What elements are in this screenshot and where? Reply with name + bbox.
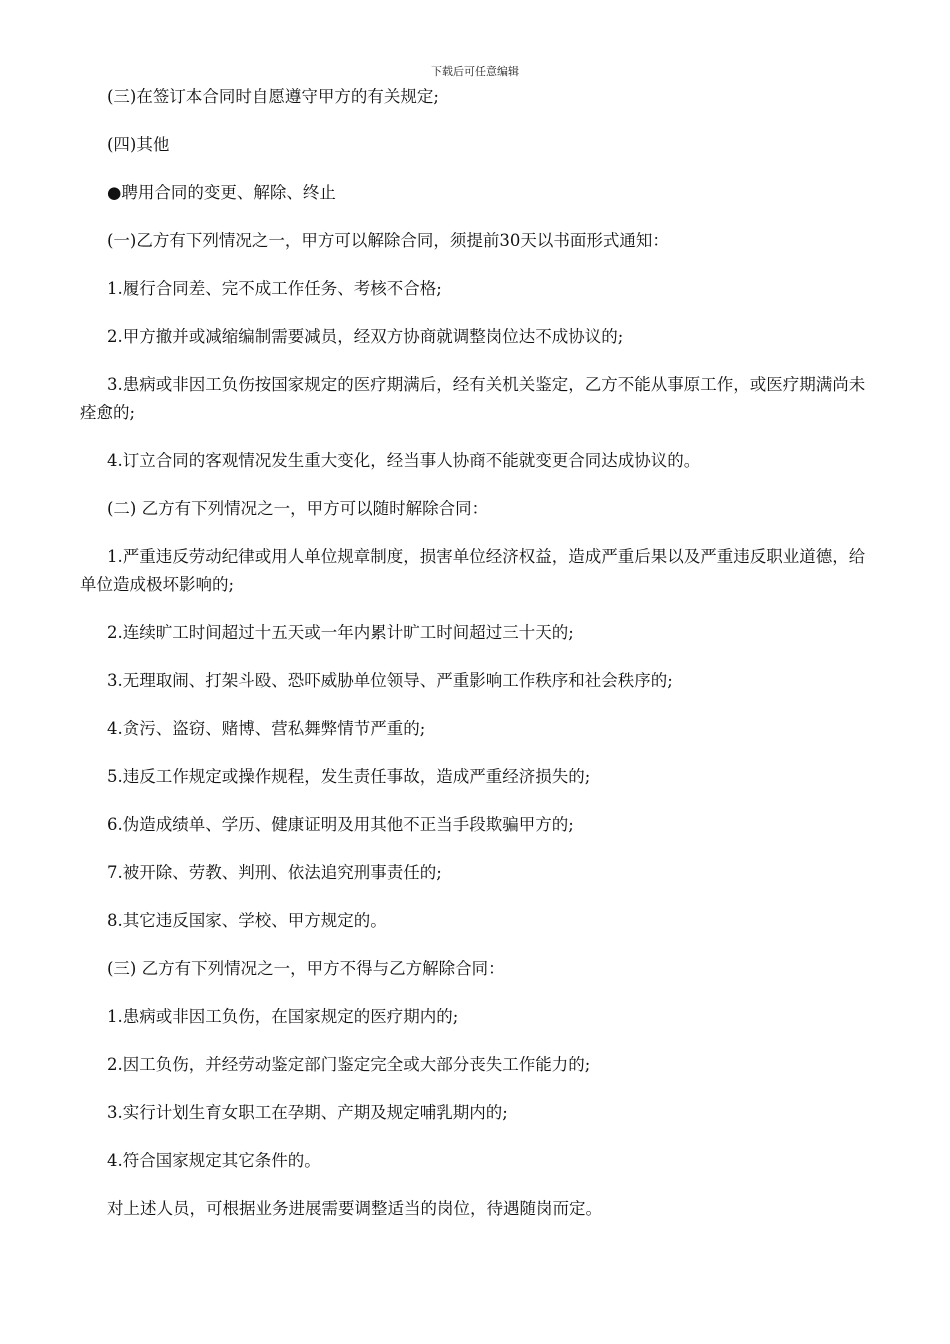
subsection-1-heading: (一)乙方有下列情况之一，甲方可以解除合同，须提前30天以书面形式通知：	[107, 231, 669, 250]
page-header-note: 下载后可任意编辑	[431, 65, 519, 78]
clause-3-observe-rules: (三)在签订本合同时自愿遵守甲方的有关规定;	[107, 87, 439, 106]
subsection-3-item-4: 4.符合国家规定其它条件的。	[107, 1151, 321, 1170]
document-body	[80, 83, 880, 1243]
clause-4-other: (四)其他	[107, 135, 170, 154]
subsection-2-item-8: 8.其它违反国家、学校、甲方规定的。	[107, 911, 387, 930]
closing-note: 对上述人员，可根据业务进展需要调整适当的岗位，待遇随岗而定。	[107, 1199, 602, 1218]
subsection-2-item-4: 4.贪污、盗窃、赌博、营私舞弊情节严重的;	[107, 719, 426, 738]
subsection-2-item-3: 3.无理取闹、打架斗殴、恐吓威胁单位领导、严重影响工作秩序和社会秩序的;	[107, 671, 673, 690]
subsection-3-heading: (三) 乙方有下列情况之一，甲方不得与乙方解除合同：	[107, 959, 505, 978]
subsection-2-item-7: 7.被开除、劳教、判刑、依法追究刑事责任的;	[107, 863, 442, 882]
subsection-2-item-2: 2.连续旷工时间超过十五天或一年内累计旷工时间超过三十天的;	[107, 623, 574, 642]
subsection-2-heading: (二) 乙方有下列情况之一，甲方可以随时解除合同：	[107, 499, 489, 518]
subsection-1-item-1: 1.履行合同差、完不成工作任务、考核不合格;	[107, 279, 442, 298]
section-heading-change-termination: ●聘用合同的变更、解除、终止	[107, 183, 336, 202]
subsection-3-item-3: 3.实行计划生育女职工在孕期、产期及规定哺乳期内的;	[107, 1103, 508, 1122]
subsection-2-item-1: 1.严重违反劳动纪律或用人单位规章制度，损害单位经济权益，造成严重后果以及严重违反职业道德，给单位造成极坏影响的;	[80, 547, 866, 594]
subsection-2-item-6: 6.伪造成绩单、学历、健康证明及用其他不正当手段欺骗甲方的;	[107, 815, 574, 834]
subsection-3-item-2: 2.因工负伤，并经劳动鉴定部门鉴定完全或大部分丧失工作能力的;	[107, 1055, 591, 1074]
subsection-1-item-3: 3.患病或非因工负伤按国家规定的医疗期满后，经有关机关鉴定，乙方不能从事原工作，或医疗期满尚未痊愈的;	[80, 375, 866, 422]
subsection-1-item-4: 4.订立合同的客观情况发生重大变化，经当事人协商不能就变更合同达成协议的。	[107, 451, 701, 470]
subsection-1-item-2: 2.甲方撤并或减缩编制需要减员，经双方协商就调整岗位达不成协议的;	[107, 327, 624, 346]
subsection-3-item-1: 1.患病或非因工负伤，在国家规定的医疗期内的;	[107, 1007, 459, 1026]
subsection-2-item-5: 5.违反工作规定或操作规程，发生责任事故，造成严重经济损失的;	[107, 767, 591, 786]
